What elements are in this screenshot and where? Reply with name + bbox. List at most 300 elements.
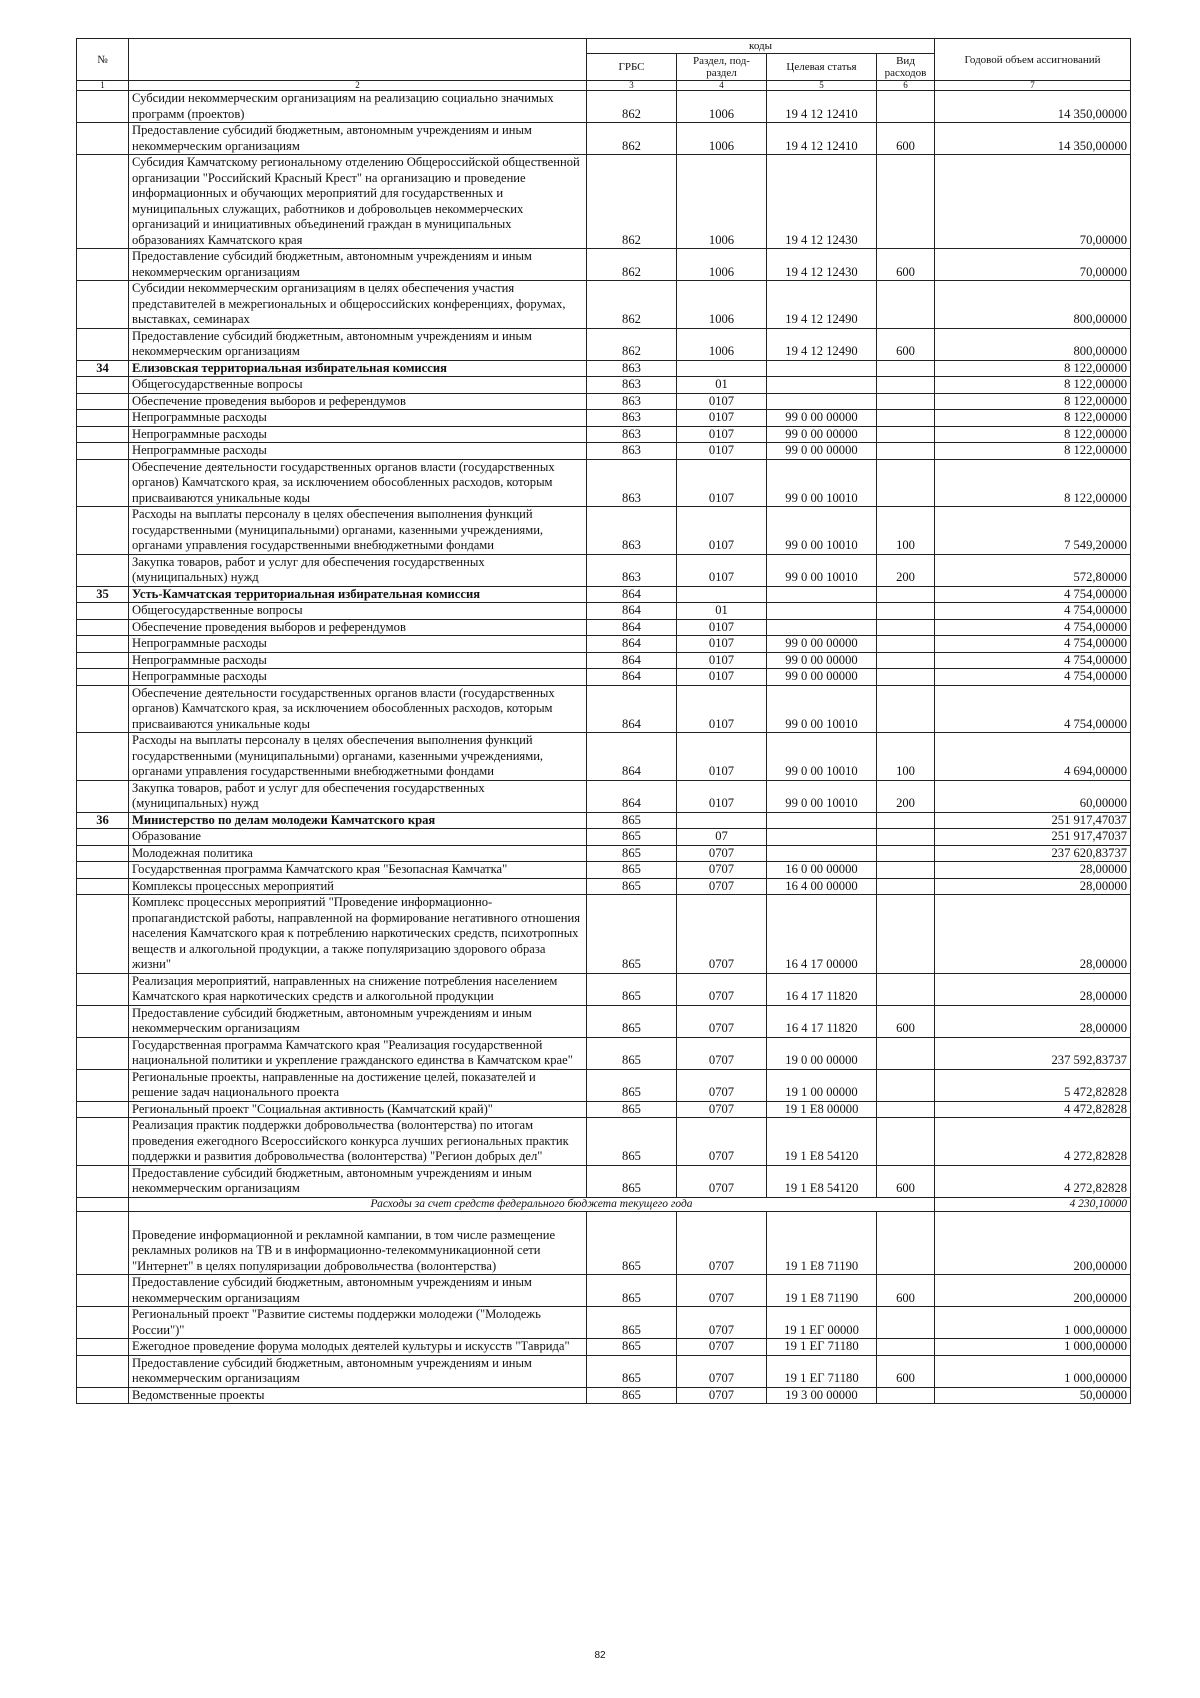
- table-row: [77, 281, 1131, 329]
- cell-num: [77, 281, 129, 329]
- table-row: [77, 652, 1131, 669]
- cell-kind: [877, 1339, 935, 1356]
- cell-num: [77, 1211, 129, 1275]
- cell-kind: [877, 1211, 935, 1275]
- table-row: [77, 155, 1131, 249]
- cell-target: 99 0 00 10010: [767, 780, 877, 812]
- cell-amount: 4 272,82828: [935, 1118, 1131, 1166]
- cell-kind: 200: [877, 780, 935, 812]
- cell-grbs: 865: [587, 812, 677, 829]
- table-row: [77, 554, 1131, 586]
- header-grbs: ГРБС: [587, 54, 677, 81]
- cell-grbs: 863: [587, 393, 677, 410]
- cell-amount: 1 000,00000: [935, 1339, 1131, 1356]
- cell-name: Образование: [129, 829, 587, 846]
- cell-kind: 600: [877, 1275, 935, 1307]
- table-row: [77, 1211, 1131, 1275]
- cell-name: Обеспечение деятельности государственных органов власти (государственных органов) Камчатского края, за исключением обособленных расходов, которым присваиваются уникальные коды: [129, 459, 587, 507]
- table-row: [77, 507, 1131, 555]
- cell-num: [77, 636, 129, 653]
- table-row: [77, 459, 1131, 507]
- cell-kind: [877, 862, 935, 879]
- cell-grbs: 863: [587, 554, 677, 586]
- cell-target: 16 4 17 11820: [767, 1005, 877, 1037]
- cell-kind: 100: [877, 507, 935, 555]
- cell-grbs: 864: [587, 603, 677, 620]
- cell-section: 07: [677, 829, 767, 846]
- table-row: [77, 780, 1131, 812]
- cell-target: 16 4 17 00000: [767, 895, 877, 974]
- table-row: [77, 360, 1131, 377]
- table-row: [77, 1275, 1131, 1307]
- cell-grbs: 864: [587, 780, 677, 812]
- cell-amount: 4 472,82828: [935, 1101, 1131, 1118]
- cell-kind: [877, 878, 935, 895]
- cell-name: Комплекс процессных мероприятий "Проведение информационно-пропагандистской работы, направленной на формирование негативного отношения населения Камчатского края к потреблению наркотических средств, психотропных веществ и алкогольной продукции, а также популяризацию здорового образа жизни": [129, 895, 587, 974]
- cell-num: [77, 393, 129, 410]
- cell-amount: 7 549,20000: [935, 507, 1131, 555]
- cell-name: Предоставление субсидий бюджетным, автономным учреждениям и иным некоммерческим организациям: [129, 1275, 587, 1307]
- cell-target: [767, 829, 877, 846]
- cell-target: [767, 603, 877, 620]
- table-row: [77, 586, 1131, 603]
- cell-grbs: 865: [587, 1275, 677, 1307]
- column-index: 7: [935, 81, 1131, 91]
- cell-target: 99 0 00 00000: [767, 636, 877, 653]
- cell-num: [77, 1069, 129, 1101]
- cell-name: Расходы на выплаты персоналу в целях обеспечения выполнения функций государственными (муниципальными) органами, казенными учреждениями, органами управления государственными внебюджетными фондами: [129, 507, 587, 555]
- table-row: [77, 636, 1131, 653]
- cell-target: 99 0 00 00000: [767, 669, 877, 686]
- cell-grbs: 865: [587, 1037, 677, 1069]
- table-row: [77, 619, 1131, 636]
- cell-amount: 50,00000: [935, 1387, 1131, 1404]
- cell-name: Реализация мероприятий, направленных на снижение потребления населением Камчатского края наркотических средств и алкогольной продукции: [129, 973, 587, 1005]
- table-row: [77, 1101, 1131, 1118]
- cell-amount: 4 754,00000: [935, 652, 1131, 669]
- cell-kind: [877, 1101, 935, 1118]
- cell-num: [77, 1339, 129, 1356]
- cell-grbs: 863: [587, 426, 677, 443]
- cell-section: 1006: [677, 281, 767, 329]
- cell-section: [677, 360, 767, 377]
- cell-name: Закупка товаров, работ и услуг для обеспечения государственных (муниципальных) нужд: [129, 780, 587, 812]
- cell-section: 1006: [677, 328, 767, 360]
- cell-num: [77, 895, 129, 974]
- cell-amount: 237 620,83737: [935, 845, 1131, 862]
- table-row: [77, 1165, 1131, 1197]
- cell-section: 0707: [677, 1307, 767, 1339]
- cell-section: 0707: [677, 845, 767, 862]
- cell-amount: 800,00000: [935, 281, 1131, 329]
- cell-amount: 572,80000: [935, 554, 1131, 586]
- cell-name: Региональные проекты, направленные на достижение целей, показателей и решение задач национального проекта: [129, 1069, 587, 1101]
- cell-grbs: 865: [587, 1387, 677, 1404]
- cell-kind: [877, 1069, 935, 1101]
- cell-num: [77, 328, 129, 360]
- cell-amount: 200,00000: [935, 1275, 1131, 1307]
- table-row: [77, 829, 1131, 846]
- cell-name: Субсидия Камчатскому региональному отделению Общероссийской общественной организации "Российский Красный Крест" на организацию и проведение информационных и обучающих мероприятий для государственных и муниципальных служащих, работников и добровольцев некоммерческих организаций и инициативных объединений граждан в муниципальных образованиях Камчатского края: [129, 155, 587, 249]
- cell-kind: [877, 1387, 935, 1404]
- table-row: [77, 1069, 1131, 1101]
- cell-kind: 100: [877, 733, 935, 781]
- cell-name: Проведение информационной и рекламной кампании, в том числе размещение рекламных роликов на ТВ и в информационно-телекоммуникационной сети "Интернет" в целях популяризации добровольчества (волонтерства): [129, 1211, 587, 1275]
- cell-amount: 800,00000: [935, 328, 1131, 360]
- header-volume: Годовой объем ассигнований: [935, 39, 1131, 81]
- cell-amount: 8 122,00000: [935, 377, 1131, 394]
- cell-num: [77, 155, 129, 249]
- document-page: [76, 38, 1130, 1404]
- cell-grbs: 862: [587, 328, 677, 360]
- cell-name: Обеспечение деятельности государственных органов власти (государственных органов) Камчатского края, за исключением обособленных расходов, которым присваиваются уникальные коды: [129, 685, 587, 733]
- cell-kind: 600: [877, 1005, 935, 1037]
- table-row: [77, 895, 1131, 974]
- table-row: [77, 393, 1131, 410]
- cell-target: 19 4 12 12410: [767, 123, 877, 155]
- cell-num: [77, 1275, 129, 1307]
- cell-section: 0107: [677, 733, 767, 781]
- cell-target: [767, 377, 877, 394]
- cell-section: 0107: [677, 685, 767, 733]
- cell-target: 19 1 E8 00000: [767, 1101, 877, 1118]
- cell-num: [77, 507, 129, 555]
- cell-grbs: 864: [587, 685, 677, 733]
- cell-amount: 14 350,00000: [935, 91, 1131, 123]
- cell-name: Государственная программа Камчатского края "Реализация государственной национальной политики и укрепление гражданского единства в Камчатском крае": [129, 1037, 587, 1069]
- cell-name: Предоставление субсидий бюджетным, автономным учреждениям и иным некоммерческим организациям: [129, 1165, 587, 1197]
- header-num: №: [77, 39, 129, 81]
- cell-grbs: 865: [587, 973, 677, 1005]
- cell-num: [77, 426, 129, 443]
- cell-kind: [877, 669, 935, 686]
- cell-target: 19 4 12 12490: [767, 328, 877, 360]
- cell-target: 19 1 EГ 00000: [767, 1307, 877, 1339]
- cell-section: [677, 812, 767, 829]
- table-row: [77, 1387, 1131, 1404]
- federal-budget-amount: 4 230,10000: [935, 1197, 1131, 1211]
- cell-grbs: 864: [587, 586, 677, 603]
- cell-section: 0107: [677, 410, 767, 427]
- cell-section: 0707: [677, 1005, 767, 1037]
- table-row: [77, 377, 1131, 394]
- cell-name: Елизовская территориальная избирательная комиссия: [129, 360, 587, 377]
- cell-grbs: 865: [587, 1307, 677, 1339]
- cell-target: 19 1 E8 54120: [767, 1165, 877, 1197]
- cell-num: [77, 1037, 129, 1069]
- cell-name: Непрограммные расходы: [129, 636, 587, 653]
- column-index: 4: [677, 81, 767, 91]
- cell-amount: 28,00000: [935, 973, 1131, 1005]
- cell-grbs: 865: [587, 1005, 677, 1037]
- cell-name: Предоставление субсидий бюджетным, автономным учреждениям и иным некоммерческим организациям: [129, 249, 587, 281]
- column-index: 5: [767, 81, 877, 91]
- cell-grbs: 864: [587, 733, 677, 781]
- cell-amount: 14 350,00000: [935, 123, 1131, 155]
- cell-kind: [877, 685, 935, 733]
- table-row: [77, 328, 1131, 360]
- page-number: 82: [594, 1650, 606, 1661]
- cell-num: 36: [77, 812, 129, 829]
- cell-section: 0707: [677, 862, 767, 879]
- cell-kind: [877, 603, 935, 620]
- header-target: Целевая статья: [767, 54, 877, 81]
- cell-kind: [877, 586, 935, 603]
- column-index: 1: [77, 81, 129, 91]
- cell-section: 0107: [677, 393, 767, 410]
- cell-amount: 70,00000: [935, 155, 1131, 249]
- cell-num: [77, 878, 129, 895]
- cell-kind: 600: [877, 123, 935, 155]
- table-row: [77, 733, 1131, 781]
- cell-grbs: 862: [587, 249, 677, 281]
- cell-kind: 600: [877, 1165, 935, 1197]
- table-row: [77, 1339, 1131, 1356]
- cell-num: [77, 973, 129, 1005]
- cell-target: [767, 360, 877, 377]
- cell-target: 19 1 EГ 71180: [767, 1339, 877, 1356]
- cell-target: 99 0 00 10010: [767, 733, 877, 781]
- cell-num: [77, 669, 129, 686]
- table-row: [77, 91, 1131, 123]
- cell-target: 19 4 12 12430: [767, 249, 877, 281]
- cell-amount: 4 754,00000: [935, 586, 1131, 603]
- cell-num: [77, 554, 129, 586]
- cell-num: [77, 123, 129, 155]
- cell-amount: 4 754,00000: [935, 685, 1131, 733]
- cell-grbs: 862: [587, 155, 677, 249]
- cell-kind: [877, 845, 935, 862]
- table-body: [77, 91, 1131, 1404]
- cell-num: 34: [77, 360, 129, 377]
- cell-kind: 600: [877, 249, 935, 281]
- cell-target: 99 0 00 10010: [767, 554, 877, 586]
- cell-kind: [877, 393, 935, 410]
- cell-section: 0107: [677, 426, 767, 443]
- cell-target: 19 1 E8 54120: [767, 1118, 877, 1166]
- cell-grbs: 864: [587, 619, 677, 636]
- cell-num: [77, 733, 129, 781]
- table-row: [77, 878, 1131, 895]
- cell-section: [677, 586, 767, 603]
- cell-num: [77, 459, 129, 507]
- cell-name: Ведомственные проекты: [129, 1387, 587, 1404]
- cell-target: 19 4 12 12430: [767, 155, 877, 249]
- cell-section: 1006: [677, 155, 767, 249]
- cell-name: Закупка товаров, работ и услуг для обеспечения государственных (муниципальных) нужд: [129, 554, 587, 586]
- table-row: [77, 426, 1131, 443]
- cell-amount: 70,00000: [935, 249, 1131, 281]
- cell-num: [77, 1355, 129, 1387]
- header-name: [129, 39, 587, 81]
- table-row: [77, 443, 1131, 460]
- cell-grbs: 862: [587, 281, 677, 329]
- cell-section: 0707: [677, 1355, 767, 1387]
- cell-kind: [877, 377, 935, 394]
- cell-num: [77, 845, 129, 862]
- cell-kind: [877, 973, 935, 1005]
- cell-kind: [877, 1307, 935, 1339]
- cell-grbs: 862: [587, 91, 677, 123]
- cell-grbs: 865: [587, 1165, 677, 1197]
- cell-kind: [877, 459, 935, 507]
- cell-num: [77, 1387, 129, 1404]
- cell-target: [767, 845, 877, 862]
- cell-target: 19 1 E8 71190: [767, 1211, 877, 1275]
- cell-amount: 251 917,47037: [935, 829, 1131, 846]
- cell-name: Предоставление субсидий бюджетным, автономным учреждениям и иным некоммерческим организациям: [129, 1005, 587, 1037]
- cell-name: Реализация практик поддержки добровольчества (волонтерства) по итогам проведения ежегодного Всероссийского конкурса лучших региональных практик поддержки и развития добровольчества (волонтерства) "Регион добрых дел": [129, 1118, 587, 1166]
- cell-target: 99 0 00 10010: [767, 685, 877, 733]
- cell-grbs: 863: [587, 443, 677, 460]
- cell-kind: [877, 91, 935, 123]
- cell-name: Министерство по делам молодежи Камчатского края: [129, 812, 587, 829]
- column-index: 2: [129, 81, 587, 91]
- cell-num: [77, 1307, 129, 1339]
- cell-target: 99 0 00 10010: [767, 507, 877, 555]
- federal-budget-note: Расходы за счет средств федерального бюджета текущего года: [129, 1197, 935, 1211]
- cell-num: [77, 1005, 129, 1037]
- cell-amount: 28,00000: [935, 862, 1131, 879]
- cell-kind: 200: [877, 554, 935, 586]
- table-row: [77, 123, 1131, 155]
- cell-name: Предоставление субсидий бюджетным, автономным учреждениям и иным некоммерческим организациям: [129, 1355, 587, 1387]
- cell-amount: 1 000,00000: [935, 1307, 1131, 1339]
- cell-section: 0107: [677, 780, 767, 812]
- cell-num: [77, 780, 129, 812]
- cell-num: [77, 829, 129, 846]
- table-row: [77, 669, 1131, 686]
- cell-target: [767, 393, 877, 410]
- cell-grbs: 865: [587, 1101, 677, 1118]
- cell-name: Непрограммные расходы: [129, 426, 587, 443]
- cell-section: 1006: [677, 123, 767, 155]
- cell-target: [767, 812, 877, 829]
- cell-num: [77, 603, 129, 620]
- column-index: 6: [877, 81, 935, 91]
- column-index-row: [77, 81, 1131, 91]
- cell-section: 0707: [677, 1069, 767, 1101]
- column-index: 3: [587, 81, 677, 91]
- cell-target: 16 0 00 00000: [767, 862, 877, 879]
- cell-grbs: 863: [587, 507, 677, 555]
- cell-num: [77, 685, 129, 733]
- cell-kind: [877, 155, 935, 249]
- cell-kind: [877, 426, 935, 443]
- cell-grbs: 865: [587, 895, 677, 974]
- cell-amount: 200,00000: [935, 1211, 1131, 1275]
- cell-amount: 28,00000: [935, 1005, 1131, 1037]
- cell-grbs: 865: [587, 1211, 677, 1275]
- cell-target: 19 4 12 12410: [767, 91, 877, 123]
- cell-section: 1006: [677, 249, 767, 281]
- cell-grbs: 865: [587, 878, 677, 895]
- cell-amount: 8 122,00000: [935, 426, 1131, 443]
- cell-grbs: 864: [587, 669, 677, 686]
- cell-amount: 237 592,83737: [935, 1037, 1131, 1069]
- header-codes: коды: [587, 39, 935, 54]
- cell-amount: 4 754,00000: [935, 636, 1131, 653]
- cell-section: 0107: [677, 459, 767, 507]
- cell-section: 0707: [677, 1118, 767, 1166]
- cell-amount: 4 272,82828: [935, 1165, 1131, 1197]
- cell-grbs: 865: [587, 1069, 677, 1101]
- table-row: [77, 1355, 1131, 1387]
- cell-amount: 4 754,00000: [935, 619, 1131, 636]
- cell-section: 0107: [677, 619, 767, 636]
- cell-section: 0107: [677, 507, 767, 555]
- cell-target: 19 0 00 00000: [767, 1037, 877, 1069]
- cell-section: 0707: [677, 1387, 767, 1404]
- cell-num: [77, 1165, 129, 1197]
- table-row: [77, 685, 1131, 733]
- cell-name: Ежегодное проведение форума молодых деятелей культуры и искусств "Таврида": [129, 1339, 587, 1356]
- cell-target: 99 0 00 00000: [767, 410, 877, 427]
- cell-amount: 4 694,00000: [935, 733, 1131, 781]
- cell-kind: [877, 652, 935, 669]
- cell-target: 19 4 12 12490: [767, 281, 877, 329]
- cell-num: [77, 652, 129, 669]
- cell-grbs: 864: [587, 636, 677, 653]
- cell-target: [767, 586, 877, 603]
- cell-section: 0707: [677, 1211, 767, 1275]
- cell-num: [77, 1197, 129, 1211]
- table-row: [77, 1307, 1131, 1339]
- cell-num: [77, 619, 129, 636]
- cell-name: Молодежная политика: [129, 845, 587, 862]
- cell-name: Региональный проект "Социальная активность (Камчатский край)": [129, 1101, 587, 1118]
- cell-grbs: 863: [587, 360, 677, 377]
- cell-num: [77, 1118, 129, 1166]
- cell-section: 01: [677, 603, 767, 620]
- cell-kind: 600: [877, 1355, 935, 1387]
- cell-section: 0107: [677, 554, 767, 586]
- cell-section: 0707: [677, 1165, 767, 1197]
- cell-name: Непрограммные расходы: [129, 652, 587, 669]
- table-row: [77, 1118, 1131, 1166]
- cell-amount: 8 122,00000: [935, 443, 1131, 460]
- cell-num: [77, 377, 129, 394]
- cell-grbs: 864: [587, 652, 677, 669]
- cell-name: Региональный проект "Развитие системы поддержки молодежи ("Молодежь России")": [129, 1307, 587, 1339]
- cell-amount: 251 917,47037: [935, 812, 1131, 829]
- header-kind: Вид расходов: [877, 54, 935, 81]
- cell-amount: 60,00000: [935, 780, 1131, 812]
- cell-kind: [877, 1118, 935, 1166]
- cell-section: 0107: [677, 652, 767, 669]
- cell-num: [77, 862, 129, 879]
- cell-kind: [877, 812, 935, 829]
- cell-amount: 8 122,00000: [935, 410, 1131, 427]
- cell-section: 0707: [677, 895, 767, 974]
- cell-grbs: 865: [587, 1355, 677, 1387]
- cell-kind: [877, 636, 935, 653]
- cell-grbs: 862: [587, 123, 677, 155]
- cell-section: 0107: [677, 669, 767, 686]
- cell-amount: 28,00000: [935, 878, 1131, 895]
- cell-section: 0707: [677, 1101, 767, 1118]
- cell-section: 0107: [677, 443, 767, 460]
- cell-name: Предоставление субсидий бюджетным, автономным учреждениям и иным некоммерческим организациям: [129, 123, 587, 155]
- cell-num: [77, 249, 129, 281]
- table-row: [77, 973, 1131, 1005]
- cell-kind: [877, 829, 935, 846]
- cell-name: Комплексы процессных мероприятий: [129, 878, 587, 895]
- cell-kind: [877, 895, 935, 974]
- cell-section: 0707: [677, 1275, 767, 1307]
- cell-name: Общегосударственные вопросы: [129, 603, 587, 620]
- cell-target: 99 0 00 00000: [767, 652, 877, 669]
